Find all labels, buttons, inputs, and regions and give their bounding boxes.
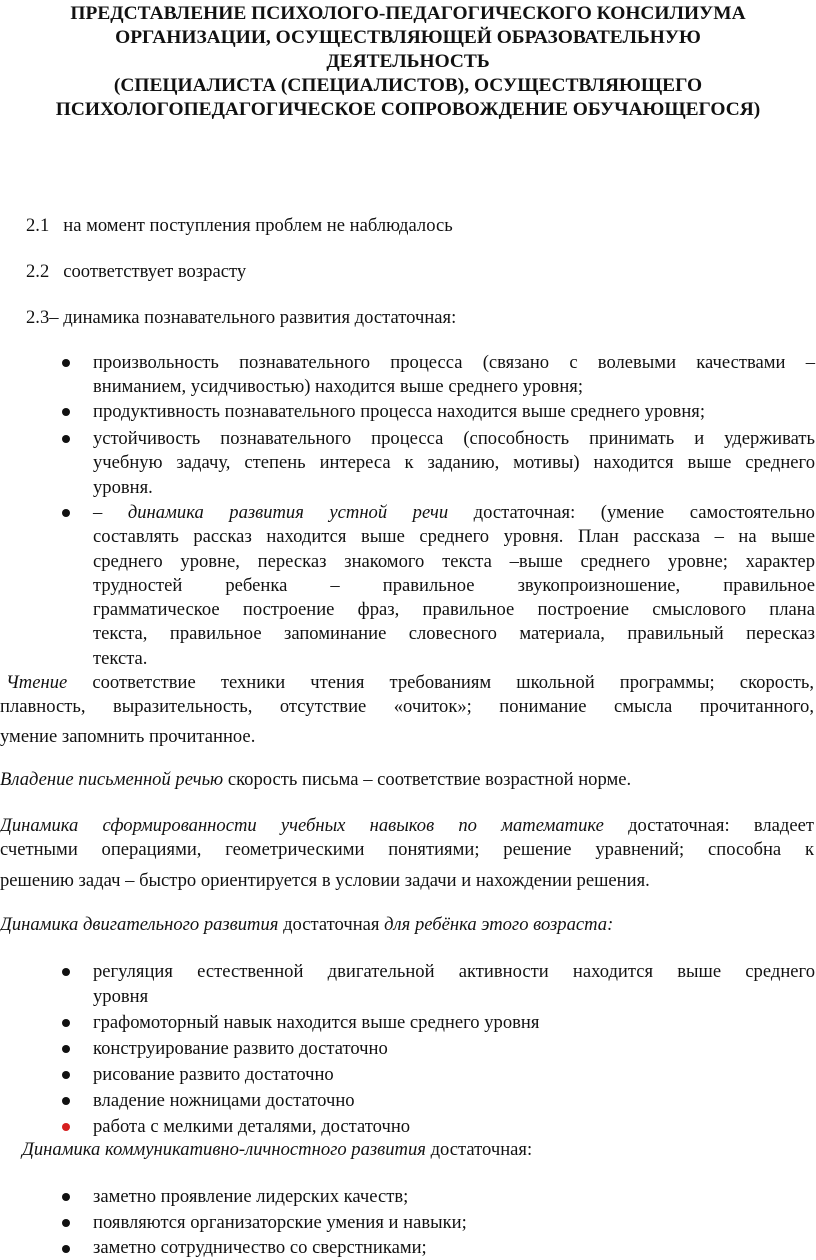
motor-tail: для ребёнка этого возраста: [384,914,614,935]
list-item [93,960,815,984]
list-item: владение ножницами достаточно [93,1090,355,1111]
list-item: продуктивность познавательного процесса находится выше среднего уровня; [93,401,705,422]
list-item: конструирование развито достаточно [93,1038,388,1059]
list-item-line: трудностей ребенка – правильное звукопроизношение, правильное [93,574,815,596]
writing-paragraph [0,768,631,792]
title-line: (СПЕЦИАЛИСТА (СПЕЦИАЛИСТОВ), ОСУЩЕСТВЛЯЮЩЕГО [113,75,703,96]
bullet-icon [62,968,70,976]
paragraph-line: решению задач – быстро ориентируется в условии задачи и нахождении решения. [0,870,650,891]
paragraph-line: плавность, выразительность, отсутствие «очиток»; понимание смысла прочитанного, [0,696,814,718]
list-item-line: произвольность познавательного процесса (связано с волевыми качествами – [93,352,815,373]
math-paragraph [0,814,814,863]
list-item: заметно сотрудничество со сверстниками; [93,1237,427,1258]
list-item-line: уровня. [93,477,153,498]
bullet-icon [62,359,70,367]
list-item-line: текста, правильное запоминание словесного материала, правильный пересказ [93,623,815,645]
list-item [93,351,815,375]
item-text: соответствует возрасту [63,261,247,282]
bullet-icon [62,408,70,416]
list-item-line: учебную задачу, степень интереса к заданию, мотивы) находится выше среднего [93,452,815,474]
paragraph-line [6,671,814,695]
communication-heading: Динамика коммуникативно-личностного развития [22,1139,426,1160]
bullet-icon [62,1123,70,1131]
writing-heading: Владение письменной речью [0,769,224,790]
speech-heading: динамика развития устной речи [127,502,449,523]
item-text: на момент поступления проблем не наблюдалось [63,215,453,236]
item-2-2 [26,260,246,284]
title-line: ДЕЯТЕЛЬНОСТЬ [326,51,490,72]
item-number: 2.1 [26,215,50,236]
item-text: – динамика познавательного развития достаточная: [49,307,457,328]
math-text: достаточная: владеет [628,815,814,836]
document-title [14,2,802,122]
bullet-icon [62,1193,70,1201]
math-heading: Динамика сформированности учебных навыков по математике [0,815,604,836]
list-item-line: текста. [93,648,148,669]
list-item: рисование развито достаточно [93,1064,334,1085]
list-item: работа с мелкими деталями, достаточно [93,1116,411,1137]
title-line: ПСИХОЛОГОПЕДАГОГИЧЕСКОЕ СОПРОВОЖДЕНИЕ ОБУЧАЮЩЕГОСЯ) [55,99,761,120]
title-line: ПРЕДСТАВЛЕНИЕ ПСИХОЛОГО-ПЕДАГОГИЧЕСКОГО КОНСИЛИУМА [70,3,746,24]
bullet-icon [62,435,70,443]
bullet-icon [62,1097,70,1105]
list-item: графомоторный навык находится выше среднего уровня [93,1012,540,1033]
motor-text: достаточная [283,914,380,935]
bullet-icon [62,1071,70,1079]
list-item-line: среднего уровне, пересказ знакомого текста –выше среднего уровне; характер [93,550,815,572]
writing-text: скорость письма – соответствие возрастной норме. [227,769,632,790]
bullet-icon [62,1045,70,1053]
bullet-icon [62,1019,70,1027]
communication-text: достаточная: [430,1139,533,1160]
list-item-line: регуляция естественной двигательной активности находится выше среднего [93,961,815,982]
communication-paragraph [22,1138,532,1162]
list-item-line: грамматическое построение фраз, правильное построение смыслового плана [93,599,815,621]
list-item: появляются организаторские умения и навыки; [93,1212,467,1233]
reading-text: соответствие техники чтения требованиям школьной программы; скорость, [92,672,815,693]
list-item [93,427,815,476]
list-item-line: составлять рассказ находится выше среднего уровня. План рассказа – на выше [93,526,815,548]
list-item-line: уровня [93,986,149,1007]
bullet-icon [62,1219,70,1227]
paragraph-line: счетными операциями, геометрическими понятиями; решение уравнений; способна к [0,839,814,861]
item-number: 2.3 [26,307,50,328]
speech-paragraph [93,501,815,647]
dash: – [93,502,128,523]
list-item-line: устойчивость познавательного процесса (способность принимать и удерживать [93,428,815,449]
paragraph-line [0,814,814,838]
motor-paragraph [0,913,613,937]
bullet-icon [62,509,70,517]
title-line: ОРГАНИЗАЦИИ, ОСУЩЕСТВЛЯЮЩЕЙ ОБРАЗОВАТЕЛЬНУЮ [115,27,701,48]
motor-heading: Динамика двигательного развития [0,914,279,935]
speech-text: достаточная: (умение самостоятельно [473,502,815,523]
paragraph-line: умение запомнить прочитанное. [0,726,256,747]
bullet-icon [62,1245,70,1253]
item-2-1 [26,214,453,238]
list-item-line: вниманием, усидчивостью) находится выше среднего уровня; [93,376,583,397]
list-item-line [93,501,815,525]
reading-heading: Чтение [6,672,68,693]
item-2-3 [26,306,456,330]
reading-paragraph [0,671,815,720]
list-item: заметно проявление лидерских качеств; [93,1186,409,1207]
item-number: 2.2 [26,261,50,282]
